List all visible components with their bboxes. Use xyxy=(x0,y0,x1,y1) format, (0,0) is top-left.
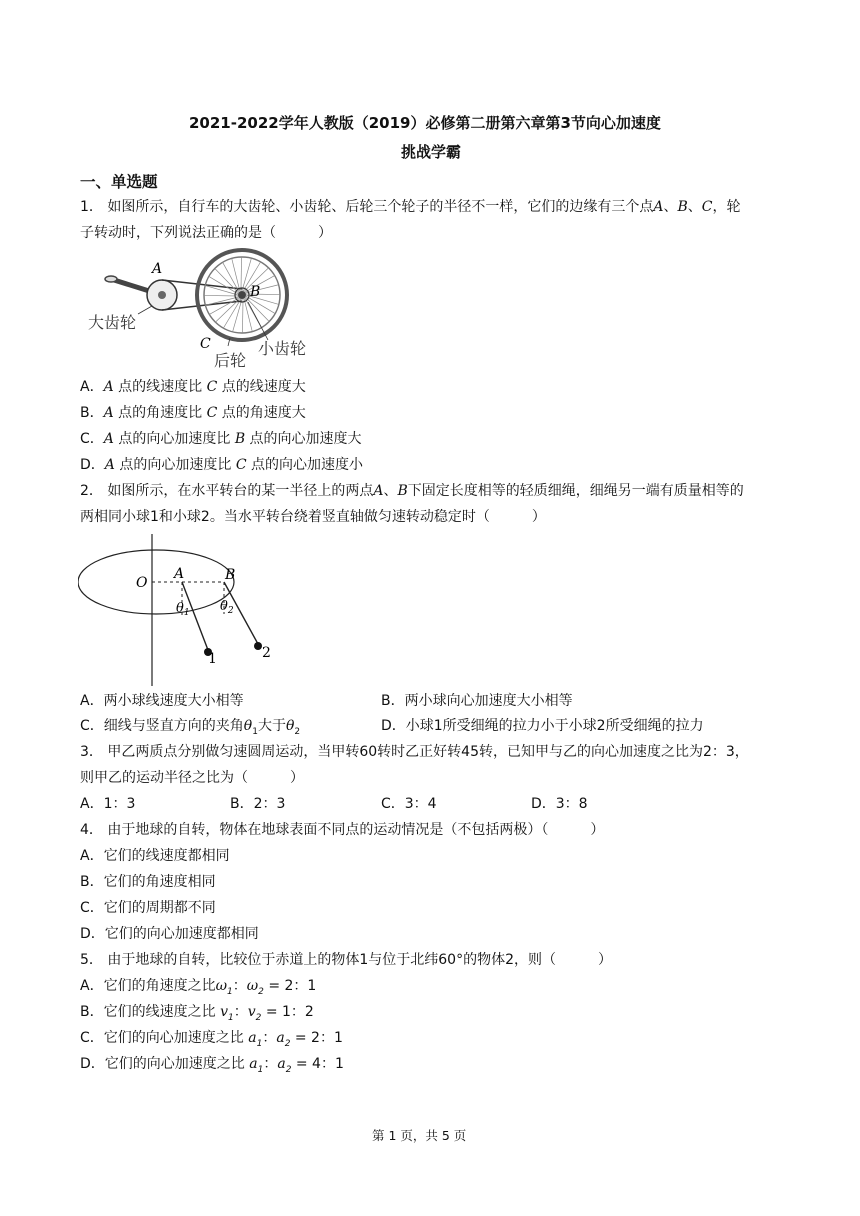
label-b: B xyxy=(250,284,261,300)
q1-stem-line2: 子转动时，下列说法正确的是（ ） xyxy=(80,225,332,241)
label-theta1: $\theta_1$ xyxy=(176,601,190,618)
q2-option-d: D．小球1所受细绳的拉力小于小球2所受细绳的拉力 xyxy=(381,718,704,734)
q3-option-b: B．2：3 xyxy=(230,796,286,812)
option-text: 点的角速度比 xyxy=(113,405,207,421)
option-prefix: C． xyxy=(80,431,104,447)
symbol-subscript: 2 xyxy=(284,1038,291,1049)
q5-option xyxy=(80,975,344,1001)
q3-stem-line1: 3． 甲乙两质点分别做匀速圆周运动，当甲转60转时乙正好转45转，已知甲与乙的向心加速度之比为2：3， xyxy=(80,744,749,760)
q2-point-b: B xyxy=(397,483,408,499)
symbol-subscript: 1 xyxy=(227,1012,234,1023)
q1-options xyxy=(80,376,363,480)
option-prefix: B． xyxy=(80,405,104,421)
q1-sep: 、 xyxy=(663,199,678,215)
point-label: A xyxy=(103,405,114,421)
label-c: C xyxy=(200,336,211,352)
ratio-value: = 2：1 xyxy=(290,1030,343,1046)
option-text: D．它们的向心加速度之比 xyxy=(80,1056,250,1072)
theta-2-sub: 2 xyxy=(294,726,301,737)
point-label: C xyxy=(206,405,218,421)
q4-option-c: C．它们的周期都不同 xyxy=(80,900,216,916)
q5-option xyxy=(80,1001,344,1027)
ratio-value: = 4：1 xyxy=(291,1056,344,1072)
q4-stem: 4． 由于地球的自转，物体在地球表面不同点的运动情况是（不包括两极）（ ） xyxy=(80,822,605,838)
label-small-gear: 小齿轮 xyxy=(258,339,307,358)
option-text: 点的角速度大 xyxy=(217,405,306,421)
q2-option-b: B．两小球向心加速度大小相等 xyxy=(381,693,573,709)
q4-option-a: A．它们的线速度都相同 xyxy=(80,848,230,864)
option-text: 点的向心加速度大 xyxy=(245,431,362,447)
option-text: 点的向心加速度比 xyxy=(113,431,235,447)
page-subtitle: 挑战学霸 xyxy=(401,143,462,161)
pedal xyxy=(105,276,117,282)
symbol-subscript: 2 xyxy=(258,986,264,997)
ratio-colon: ： xyxy=(233,1004,248,1020)
q2-stem-line1 xyxy=(80,480,744,502)
label-o: O xyxy=(136,575,148,591)
option-prefix: A． xyxy=(80,379,104,395)
big-gear-hub xyxy=(158,291,166,299)
theta-1: θ xyxy=(243,718,253,734)
q1-option xyxy=(80,454,363,480)
symbol-subscript: 2 xyxy=(255,1012,262,1023)
symbol: v xyxy=(247,1004,256,1020)
theta-1-sub: 1 xyxy=(252,726,258,737)
symbol-subscript: 1 xyxy=(256,1038,263,1049)
q1-option xyxy=(80,376,363,402)
symbol: a xyxy=(249,1056,258,1072)
q5-option xyxy=(80,1053,344,1079)
symbol: a xyxy=(276,1030,285,1046)
q2-stem-tail: 下固定长度相等的轻质细绳，细绳另一端有质量相等的 xyxy=(407,483,744,499)
spoke xyxy=(241,257,242,291)
option-text: C．它们的向心加速度之比 xyxy=(80,1030,249,1046)
q2-turntable-figure xyxy=(78,532,278,688)
q2-option-c-text: C．细线与竖直方向的夹角 xyxy=(80,718,244,734)
option-text: 点的线速度比 xyxy=(113,379,207,395)
q1-option xyxy=(80,428,363,454)
q5-stem: 5． 由于地球的自转，比较位于赤道上的物体1与位于北纬60°的物体2，则（ ） xyxy=(80,952,612,968)
q5-options xyxy=(80,975,344,1079)
q4-option-b: B．它们的角速度相同 xyxy=(80,874,216,890)
label-b: B xyxy=(225,567,236,583)
point-label: C xyxy=(206,379,218,395)
label-big-gear: 大齿轮 xyxy=(88,313,137,332)
q2-point-a: A xyxy=(373,483,384,499)
q3-option-a: A．1：3 xyxy=(80,796,136,812)
point-label: A xyxy=(104,457,115,473)
ratio-colon: ： xyxy=(262,1030,277,1046)
symbol: ω xyxy=(215,978,227,994)
label-ball2: 2 xyxy=(262,645,271,661)
q1-stem-tail: ，轮 xyxy=(712,199,741,215)
ball-2 xyxy=(254,642,262,650)
q1-bicycle-figure xyxy=(80,248,330,370)
point-label: B xyxy=(234,431,246,447)
label-rear-wheel: 后轮 xyxy=(214,351,247,370)
q1-option xyxy=(80,402,363,428)
label-a: A xyxy=(174,566,185,582)
q2-option-c xyxy=(80,715,300,743)
q1-point-c: C xyxy=(701,199,713,215)
point-label: C xyxy=(235,457,247,473)
symbol: v xyxy=(220,1004,228,1020)
q3-option-c: C．3：4 xyxy=(381,796,437,812)
symbol-subscript: 1 xyxy=(227,986,233,997)
q2-stem-line2: 两相同小球1和小球2。当水平转台绕着竖直轴做匀速转动稳定时（ ） xyxy=(80,509,546,525)
theta-2: θ xyxy=(285,718,295,734)
q5-option xyxy=(80,1027,344,1053)
symbol-subscript: 2 xyxy=(285,1064,292,1075)
q2-option-c-mid: 大于 xyxy=(257,718,286,734)
section-heading: 一、单选题 xyxy=(80,173,158,191)
turntable xyxy=(78,550,234,614)
point-label: A xyxy=(103,379,114,395)
ratio-value: = 1：2 xyxy=(261,1004,314,1020)
q2-sep: 、 xyxy=(383,483,398,499)
symbol-subscript: 1 xyxy=(257,1064,264,1075)
page-title: 2021-2022学年人教版（2019）必修第二册第六章第3节向心加速度 xyxy=(189,114,661,132)
option-text: 点的向心加速度小 xyxy=(246,457,363,473)
spoke xyxy=(242,299,243,333)
q1-sep: 、 xyxy=(687,199,702,215)
page-footer: 第 1 页，共 5 页 xyxy=(372,1128,467,1143)
symbol: a xyxy=(277,1056,286,1072)
q1-stem-text: 1． 如图所示，自行车的大齿轮、小齿轮、后轮三个轮子的半径不一样，它们的边缘有三个点 xyxy=(80,199,654,215)
q3-stem-line2: 则甲乙的运动半径之比为（ ） xyxy=(80,770,304,786)
q2-stem-text: 2． 如图所示，在水平转台的某一半径上的两点 xyxy=(80,483,374,499)
q3-option-d: D．3：8 xyxy=(531,796,588,812)
q1-stem-line1 xyxy=(80,196,741,218)
label-theta2: $\theta_2$ xyxy=(220,599,234,616)
big-gear-leader xyxy=(138,306,152,314)
rear-wheel-hub xyxy=(238,291,246,299)
option-text: A．它们的角速度之比 xyxy=(80,978,216,994)
symbol: a xyxy=(248,1030,257,1046)
option-text: B．它们的线速度之比 xyxy=(80,1004,221,1020)
label-ball1: 1 xyxy=(208,651,217,667)
q1-point-b: B xyxy=(677,199,688,215)
point-label: A xyxy=(103,431,114,447)
ratio-colon: ： xyxy=(232,978,247,994)
spoke xyxy=(204,295,238,296)
label-a: A xyxy=(152,261,163,277)
symbol: ω xyxy=(246,978,259,994)
q1-point-a: A xyxy=(653,199,664,215)
q4-option-d: D．它们的向心加速度都相同 xyxy=(80,926,259,942)
option-text: 点的向心加速度比 xyxy=(114,457,236,473)
q2-option-a: A．两小球线速度大小相等 xyxy=(80,693,244,709)
option-text: 点的线速度大 xyxy=(217,379,306,395)
ratio-colon: ： xyxy=(263,1056,278,1072)
option-prefix: D． xyxy=(80,457,105,473)
ratio-value: = 2：1 xyxy=(263,978,317,994)
